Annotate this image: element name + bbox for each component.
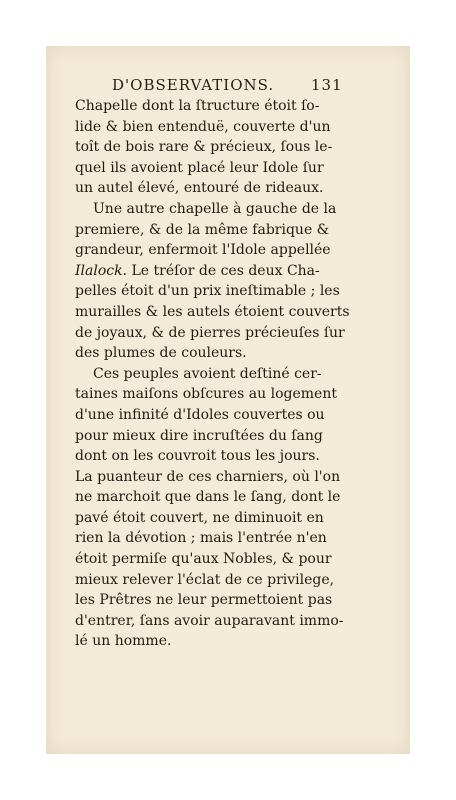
text-line: mieux relever l'éclat de ce privilege, <box>75 571 335 588</box>
page-number: 131 <box>311 76 343 94</box>
book-page <box>46 46 410 754</box>
text-line: un autel élevé, entouré de rideaux. <box>75 180 324 197</box>
text-line: taines maiſons obſcures au logement <box>75 386 337 403</box>
text-line <box>75 261 397 282</box>
text-line: rien la dévotion ; mais l'entrée n'en <box>75 530 327 547</box>
text-line: de joyaux, & de pierres précieuſes ſur <box>75 324 345 341</box>
text-line: Ces peuples avoient deſtiné cer- <box>93 365 322 382</box>
deity-name: Ilalock <box>75 262 123 279</box>
text-line: lide & bien entenduë, couverte d'un <box>75 118 331 135</box>
text-line: d'une infinité d'Idoles couvertes ou <box>75 406 325 423</box>
text-line: pour mieux dire incruſtées du ſang <box>75 427 323 444</box>
text-line: étoit permiſe qu'aux Nobles, & pour <box>75 551 332 568</box>
text-line: La puanteur de ces charniers, où l'on <box>75 468 341 485</box>
text-line: ne marchoit que dans le ſang, dont le <box>75 489 341 506</box>
text-line: pelles étoit d'un prix ineſtimable ; les <box>75 283 340 300</box>
text-fragment: . Le tréſor de ces deux Cha- <box>122 262 320 279</box>
text-line: d'entrer, ſans avoir auparavant immo- <box>75 612 344 629</box>
text-line: les Prêtres ne leur permettoient pas <box>75 592 333 609</box>
text-line: murailles & les autels étoient couverts <box>75 303 350 320</box>
body-text <box>75 96 397 652</box>
text-line: des plumes de couleurs. <box>75 345 247 362</box>
text-line: quel ils avoient placé leur Idole ſur <box>75 159 324 176</box>
text-line: grandeur, enfermoit l'Idole appellée <box>75 242 331 259</box>
text-line: Chapelle dont la ſtructure étoit ſo- <box>75 98 320 114</box>
text-line: Une autre chapelle à gauche de la <box>93 200 337 217</box>
running-title: D'OBSERVATIONS. <box>112 76 275 94</box>
text-line: pavé étoit couvert, ne diminuoit en <box>75 509 324 526</box>
text-line: dont on les couvroit tous les jours. <box>75 448 320 465</box>
text-line: premiere, & de la même fabrique & <box>75 221 330 238</box>
text-line: toît de bois rare & précieux, ſous le- <box>75 139 333 156</box>
text-line: lé un homme. <box>75 633 172 650</box>
